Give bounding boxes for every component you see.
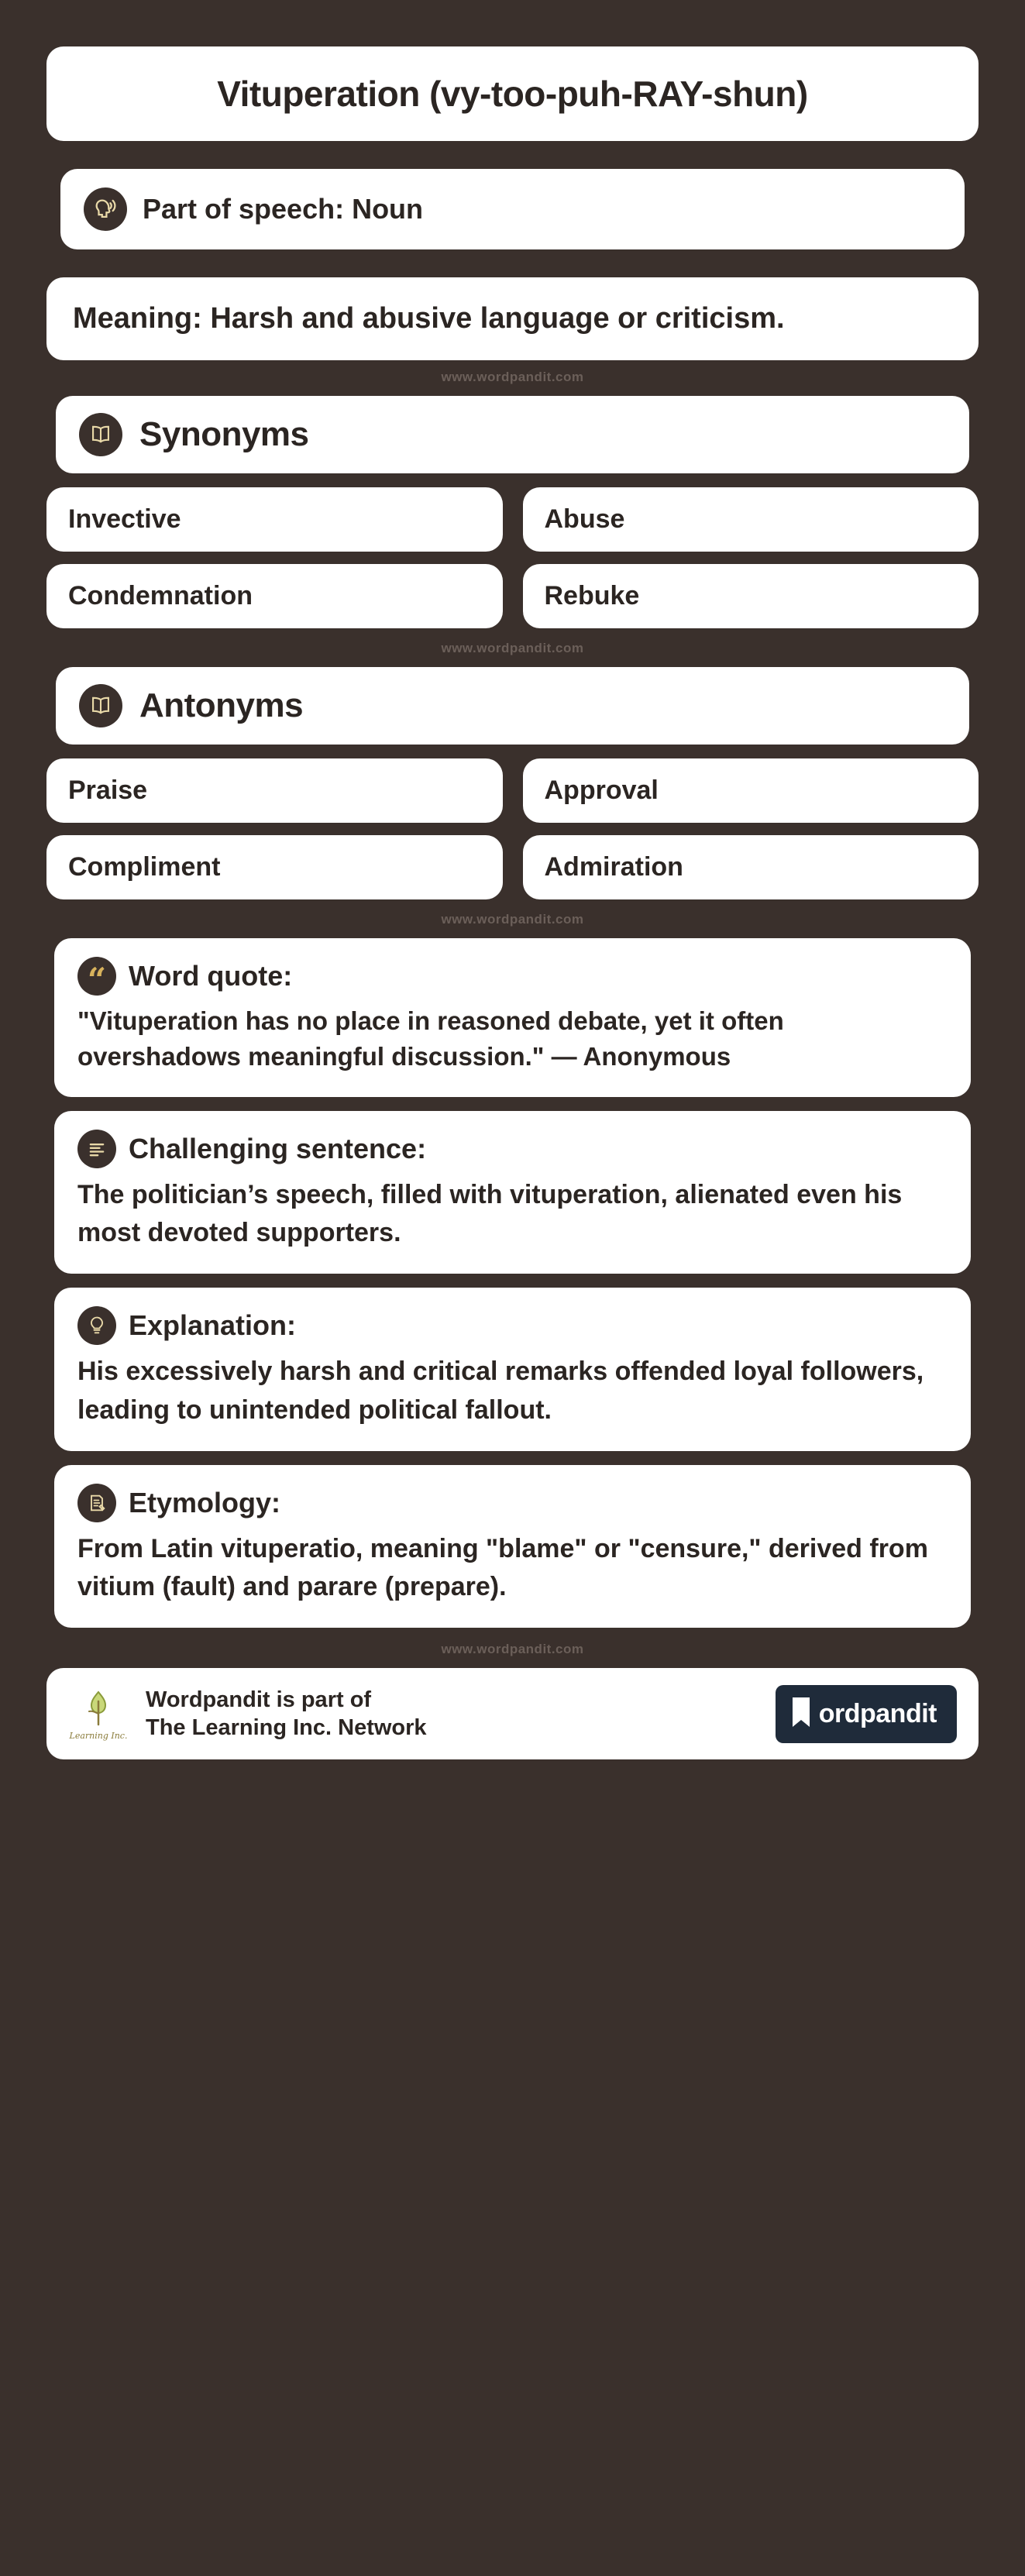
writing-hand-icon bbox=[77, 1484, 116, 1522]
synonym-label: Rebuke bbox=[544, 581, 640, 611]
page-title: Vituperation (vy-too-puh-RAY-shun) bbox=[217, 74, 808, 114]
antonym-label: Approval bbox=[544, 776, 659, 806]
word-quote-heading: Word quote: bbox=[129, 960, 293, 992]
word-quote-header bbox=[77, 957, 948, 999]
challenging-sentence-card bbox=[54, 1111, 971, 1274]
quote-icon: “ bbox=[77, 957, 116, 996]
synonyms-header-card bbox=[56, 396, 969, 473]
open-book-icon bbox=[79, 684, 122, 727]
synonyms-heading: Synonyms bbox=[139, 415, 309, 454]
explanation-card bbox=[54, 1288, 971, 1451]
etymology-card bbox=[54, 1465, 971, 1628]
challenging-sentence-heading: Challenging sentence: bbox=[129, 1132, 427, 1164]
challenging-sentence-text: The politician’s speech, filled with vituperation, alienated even his most devoted supporters. bbox=[77, 1179, 903, 1247]
meaning-text: Meaning: Harsh and abusive language or criticism. bbox=[73, 302, 785, 335]
synonym-label: Abuse bbox=[544, 504, 625, 535]
synonyms-row-1 bbox=[46, 487, 979, 552]
synonym-label: Invective bbox=[68, 504, 181, 535]
synonym-item bbox=[523, 564, 979, 628]
footer-line-2: The Learning Inc. Network bbox=[146, 1715, 427, 1741]
antonym-item bbox=[523, 835, 979, 899]
antonym-item bbox=[46, 835, 503, 899]
word-title-card bbox=[46, 46, 979, 141]
part-of-speech-label: Part of speech: Noun bbox=[143, 193, 424, 225]
antonyms-row-2 bbox=[46, 835, 979, 899]
watermark-1: www.wordpandit.com bbox=[441, 370, 584, 385]
etymology-text: From Latin vituperatio, meaning "blame" or "censure," derived from vitium (fault) and parare (prepare). bbox=[77, 1533, 928, 1602]
synonyms-row-2 bbox=[46, 564, 979, 628]
antonyms-heading: Antonyms bbox=[139, 686, 304, 725]
lightbulb-icon bbox=[77, 1306, 116, 1345]
brand-label: ordpandit bbox=[818, 1698, 937, 1728]
footer-card bbox=[46, 1668, 979, 1759]
learning-inc-logo bbox=[68, 1684, 129, 1744]
footer-line-1: Wordpandit is part of bbox=[146, 1687, 372, 1713]
speech-head-icon bbox=[84, 187, 127, 231]
watermark-4: www.wordpandit.com bbox=[441, 1642, 584, 1657]
word-quote-card bbox=[54, 938, 971, 1096]
footer-text bbox=[146, 1686, 758, 1742]
open-book-icon bbox=[79, 413, 122, 456]
explanation-header bbox=[77, 1306, 948, 1345]
etymology-header bbox=[77, 1484, 948, 1522]
antonym-item bbox=[46, 758, 503, 823]
antonym-item bbox=[523, 758, 979, 823]
wordpandit-brand-badge[interactable] bbox=[776, 1685, 957, 1743]
bookmark-w-icon bbox=[789, 1696, 813, 1732]
synonym-label: Condemnation bbox=[68, 581, 253, 611]
antonym-label: Admiration bbox=[544, 852, 683, 882]
synonym-item bbox=[46, 564, 503, 628]
meaning-card bbox=[46, 277, 979, 360]
antonym-label: Praise bbox=[68, 776, 148, 806]
watermark-3: www.wordpandit.com bbox=[441, 912, 584, 927]
antonyms-row-1 bbox=[46, 758, 979, 823]
explanation-heading: Explanation: bbox=[129, 1309, 297, 1342]
challenging-sentence-header bbox=[77, 1130, 948, 1168]
synonym-item bbox=[523, 487, 979, 552]
logo-caption: Learning Inc. bbox=[69, 1730, 128, 1741]
antonym-label: Compliment bbox=[68, 852, 221, 882]
explanation-text: His excessively harsh and critical remarks offended loyal followers, leading to unintended political fallout. bbox=[77, 1357, 924, 1425]
watermark-2: www.wordpandit.com bbox=[441, 641, 584, 656]
antonyms-header-card bbox=[56, 667, 969, 745]
etymology-heading: Etymology: bbox=[129, 1486, 281, 1518]
synonym-item bbox=[46, 487, 503, 552]
word-quote-text: "Vituperation has no place in reasoned debate, yet it often overshadows meaningful discussion." — Anonymous bbox=[77, 1006, 784, 1071]
text-lines-icon bbox=[77, 1130, 116, 1168]
part-of-speech-card bbox=[60, 169, 965, 249]
